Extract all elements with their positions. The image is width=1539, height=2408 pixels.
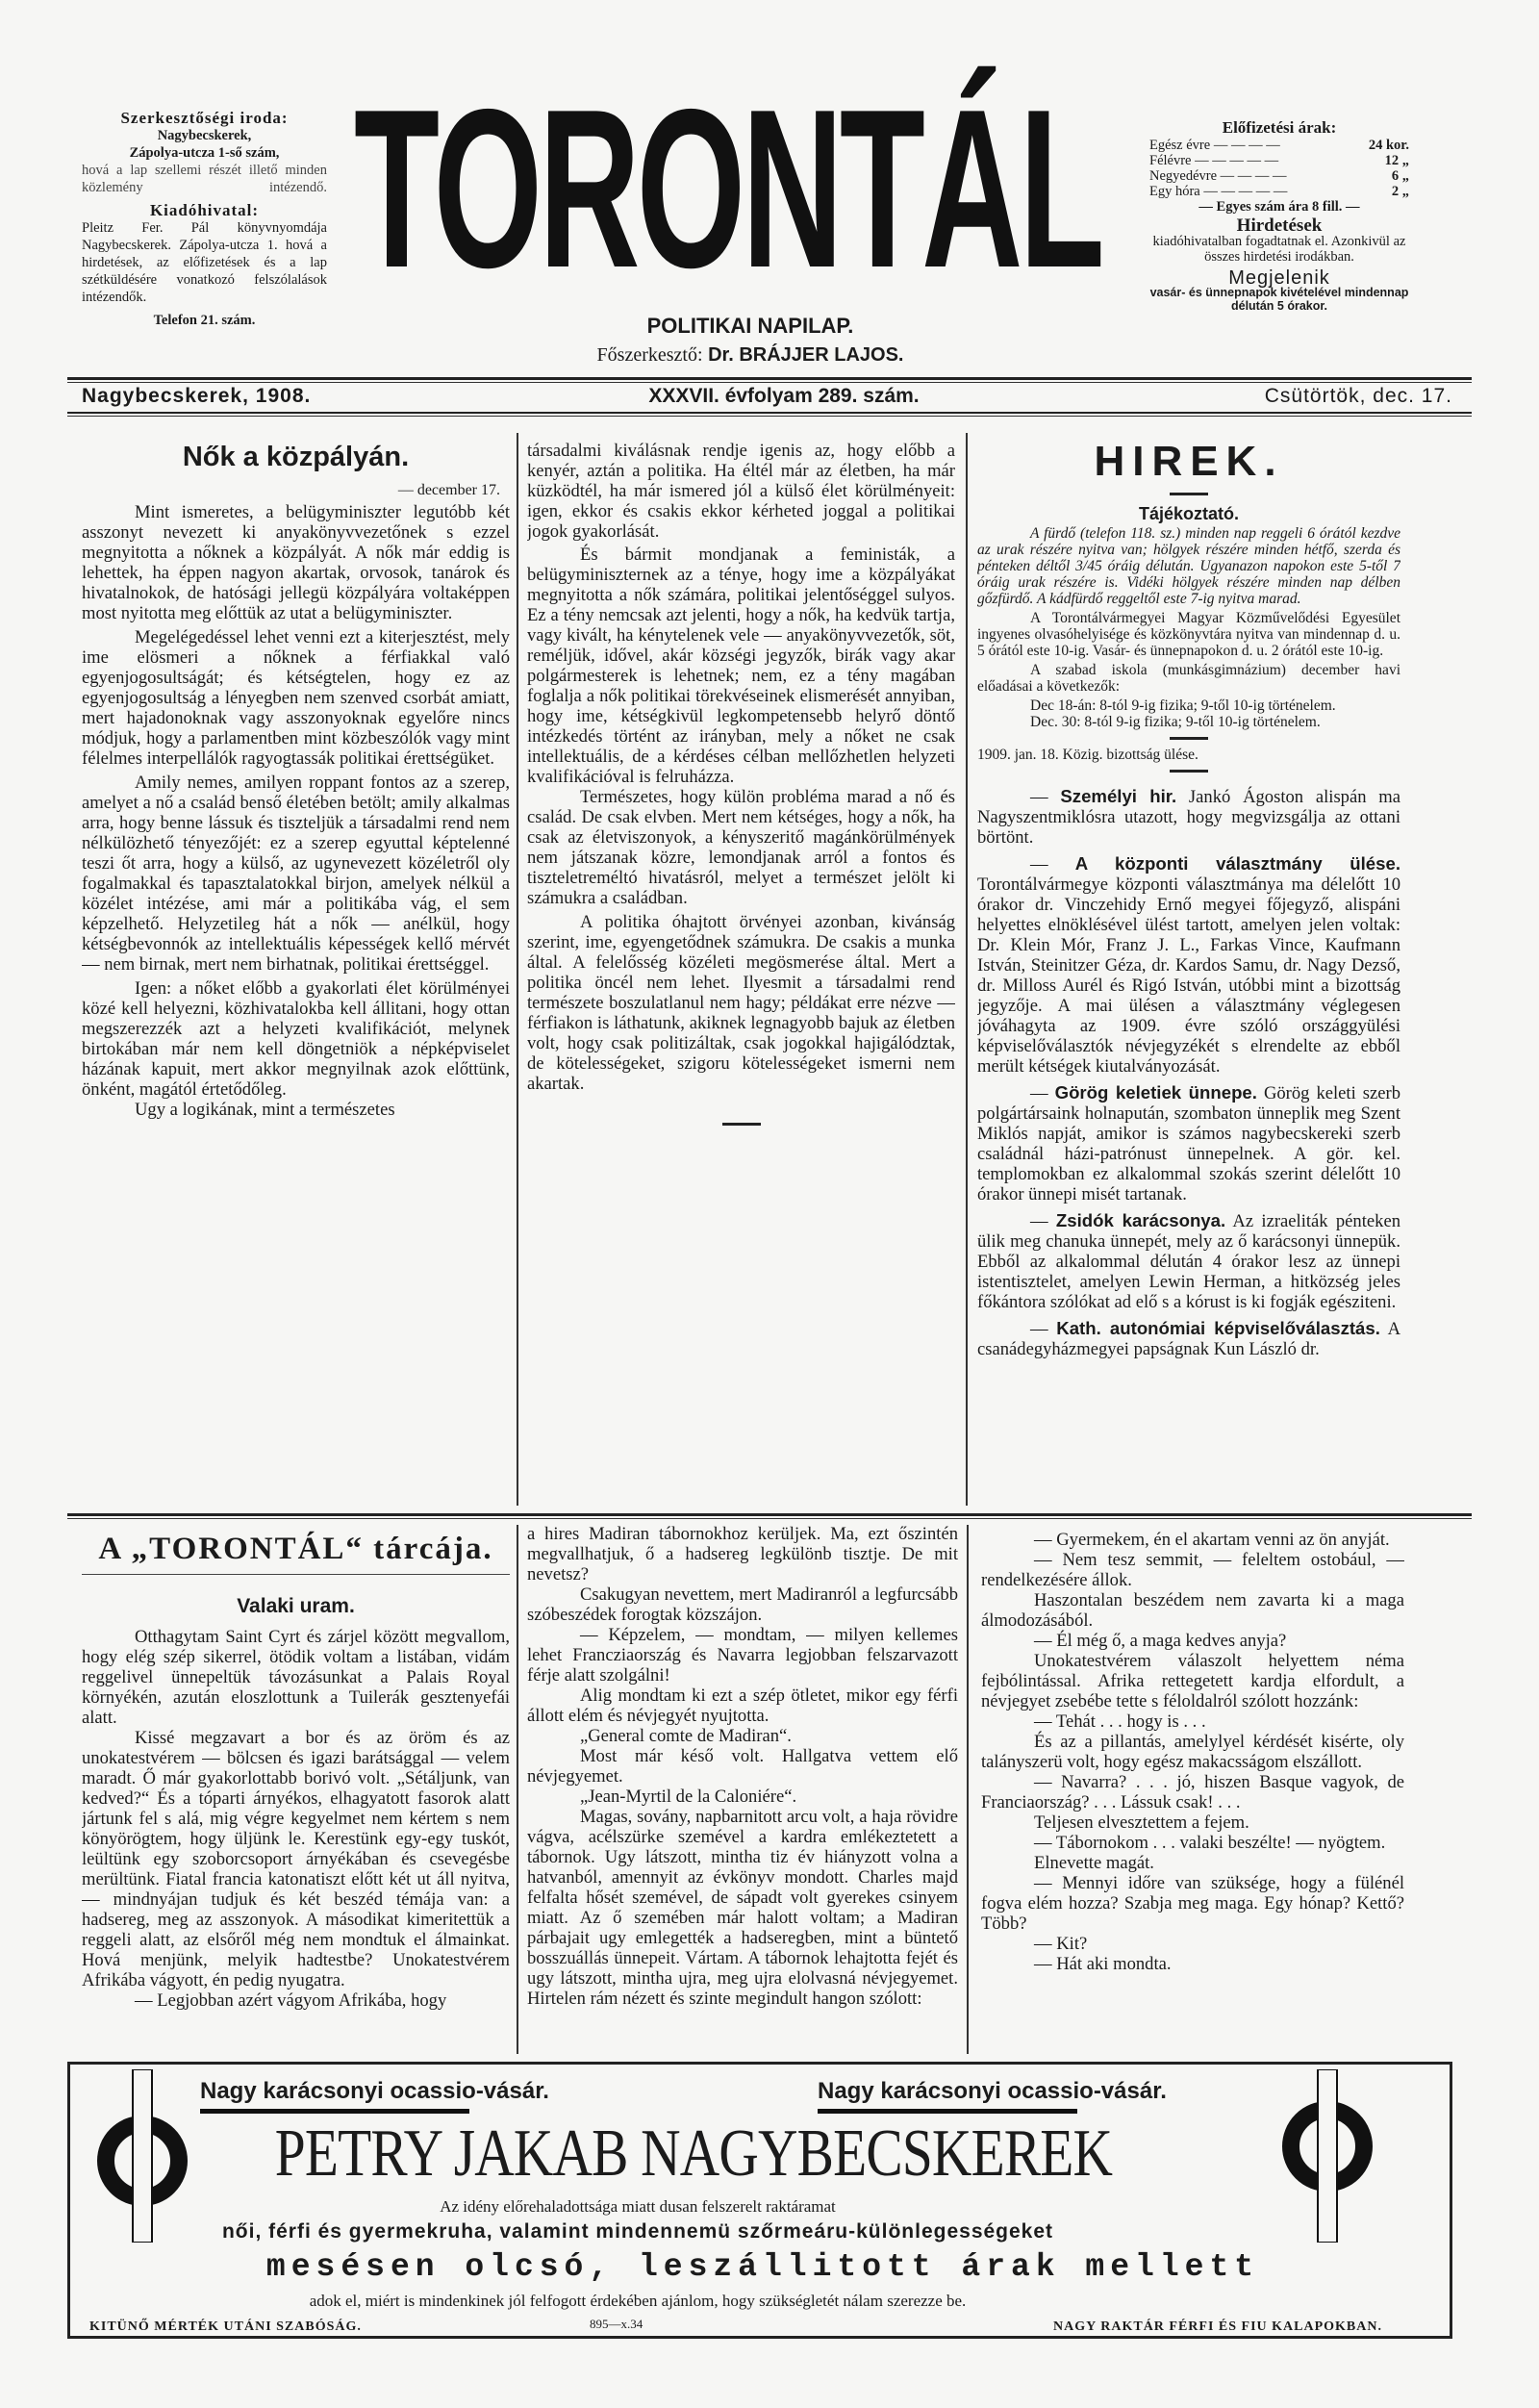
- ad-footer-right: NAGY RAKTÁR FÉRFI ÉS FIU KALAPOKBAN.: [1053, 2319, 1382, 2334]
- office-city: Nagybecskerek,: [157, 128, 252, 143]
- paragraph: Elnevette magát.: [1034, 1853, 1154, 1873]
- paragraph: Alig mondtam ki ezt a szép ötletet, mikor egy férfi állott elém és névjegyét nyujtotta.: [527, 1686, 958, 1726]
- paragraph: És bármit mondjanak a feministák, a belügyminiszternek az a ténye, hogy ime a közpályákat megnyitotta a nők számára, politikai jelentőséggel sulyos. Ez a tény nemcsak azt jelenti, hogy a nők, ha kedvük tartja, vagy kivált, ha kénytelenek vele — anyakönyvvezetők, söt, reméljük, idővel, akár községi jegyzők, birák vagy akar polgármesterek is lehetnek; nem, ez a tény magában foglalja a nők politikai törekvéseinek elismerését annyiban, hogy ime, kétségkivül legkompetensebb helyrő döntő intézkedés történt az irányban, mely a nőket ne csak intellektuális, de a kérdéses célban mellőzhetlen helyzeti kvalifikációval is felruházza.: [527, 545, 955, 787]
- editorial-office-info: [82, 108, 327, 329]
- news-column: [977, 438, 1400, 1508]
- article-column-2: [527, 441, 955, 1506]
- paragraph: Haszontalan beszédem nem zavarta ki a maga álmodozásából.: [981, 1590, 1404, 1631]
- info-paragraph: A Torontálvármegyei Magyar Közművelődési Egyesület ingyenes olvasóhelyisége és közkönyvtára nyitva van mindennap d. u. 5 órától este 10-ig. Vasár- és ünnepnapokon d. u. 2 órától este 10-ig.: [977, 610, 1400, 659]
- paragraph: — Mennyi időre van szüksége, hogy a fülénél fogva elém hozza? Szabja meg maga. Egy hónap? Kettő? Több?: [981, 1873, 1404, 1934]
- paragraph: — Nem tesz semmit, — feleltem ostobául, — rendelkezésére állok.: [981, 1550, 1404, 1590]
- paragraph: Igen: a nőket előbb a gyakorlati élet körülményei közé kell helyezni, közhivatalokba kell állitani, hogy ottan megszerezzék azt a helyzeti kvalifikációt, melynek birtokában már nem kell döngetniök a népképviselet házának kapuit, mert akkor megnyilnak azok előttünk, önként, magától értetődőleg.: [82, 978, 510, 1100]
- section-rule: [67, 1513, 1472, 1519]
- appears-heading: Megjelenik: [1228, 267, 1330, 289]
- paragraph: Csakugyan nevettem, mert Madiranról a legfurcsább szóbeszédek forogtak közszájon.: [527, 1584, 958, 1625]
- company-name: PETRY JAKAB NAGYBECSKEREK: [274, 2117, 1113, 2191]
- ad-line-1: Az idény előrehaladottsága miatt dusan felszerelt raktáramat: [440, 2197, 836, 2216]
- paragraph: Megelégedéssel lehet venni ezt a kiterjesztést, mely ime elösmeri a nőknek a férfiakkal való egyenjogosultságát; és kétségtelen, hogy ez az egyenjogosultság a lényegben nem szenved csorbát amiatt, mert hajadonoknak vagy asszonyoknak egyelőre nincs módjuk, hogy a parlamentben mint közbeszólók vagy mint félelmes interpellálók ragyogtassák politikai érettségüket.: [82, 627, 510, 769]
- column-divider: [966, 433, 968, 1506]
- divider-ornament: [1170, 493, 1208, 495]
- paragraph: — Képzelem, — mondtam, — milyen kellemes lehet Francziaország és Navarra legjobban felszarvazott férje alatt szolgálni!: [527, 1625, 958, 1686]
- feuilleton-column-3: [981, 1530, 1404, 2055]
- feuilleton-column-1: [82, 1528, 510, 2055]
- paragraph: Kissé megzavart a bor és az öröm és az unokatestvérem — bölcsen és igazi barátsággal — velem maradt. Ő már gyakorlottabb borivó volt. „Sétáljunk, van kedved?“ És a tóparti árnyékos, elhagyatott fasorok alatt jártunk fel s alá, mig végre kegyelmet nem kértem s nem könyörögtem, hogy üljünk le. Kerestünk egy-egy tuskót, leültünk egy szoborcsoport árnyékában és csevegésbe merültünk. Fiatal francia katonatiszt előtt két ut áll nyitva, — mindnyájan tudjuk és két beszéd témája van: a hadsereg, meg az asszonyok. A másodikat kimeritettük a reggeli alatt, az elsőről még nem mondtuk el álmainkat. Hová menjünk, melyik hadtestbe? Unokatestvérem Afrikába vágyott, én pedig nyugatra.: [82, 1728, 510, 1990]
- publisher-heading: Kiadóhivatal:: [149, 201, 260, 219]
- notice: 1909. jan. 18. Közig. bizottság ülése.: [977, 747, 1198, 763]
- place-year: Nagybecskerek, 1908.: [82, 385, 312, 407]
- schedule-line: Dec 18-án: 8-tól 9-ig fizika; 9-től 10-ig történelem.: [1030, 697, 1336, 714]
- divider-ornament: [722, 1123, 761, 1126]
- sale-banner-right: Nagy karácsonyi ocassio-vásár.: [818, 2078, 1077, 2114]
- news-item: — Zsidók karácsonya. Az izraeliták pénteken ülik meg chanuka ünnepét, mely az ő karácsonyi ünnepük. Ebből az alkalommal délután 4 órakor lesz az ünnepi istentisztelet, amelyen Lewin Herman, a hitközség jeles főkántora szólókat ad elő s a kórust is ki fogják egésziteni.: [977, 1210, 1400, 1312]
- article-title: Nők a közpályán.: [182, 442, 410, 472]
- office-street: Zápolya-utcza 1-ső szám,: [129, 145, 280, 161]
- feuilleton-column-2: [527, 1524, 958, 2055]
- divider-ornament: [1170, 770, 1208, 773]
- publisher-text: Pleitz Fer. Pál könyvnyomdája Nagybecskerek. Zápolya-utcza 1. hová a hirdetések, az előfizetések és a lap szétküldésére vonatkozó felszólalások intézendők.: [82, 220, 327, 305]
- phone: Telefon 21. szám.: [153, 313, 256, 328]
- column-divider: [967, 1525, 969, 2054]
- news-item: — Kath. autonómiai képviselőválasztás. A csanádegyházmegyei papságnak Kun László dr.: [977, 1318, 1400, 1359]
- ad-footer-left: KITÜNŐ MÉRTÉK UTÁNI SZABÓSÁG.: [89, 2319, 362, 2334]
- paragraph: És az a pillantás, amelylyel kérdését kisérte, oly talányszerü volt, hogy egész makacsságom elszállott.: [981, 1732, 1404, 1772]
- advertisement: [67, 2062, 1452, 2339]
- office-note: hová a lap szellemi részét illető minden közlemény intézendő.: [82, 163, 327, 195]
- paragraph: Unokatestvérem válaszolt helyettem néma fejbólintással. Afrika rettegetett kardja elfordult, a névjegyet zsebébe tette s féloldalról szólott hozzánk:: [981, 1651, 1404, 1711]
- subscription-info: [1149, 120, 1409, 313]
- prices-heading: Előfizetési árak:: [1222, 118, 1337, 137]
- issue-date: Csütörtök, dec. 17.: [1264, 385, 1452, 407]
- price-row: Egész évre — — — — 24 kor.: [1149, 138, 1409, 153]
- editor-line: Főszerkesztő: Dr. BRÁJJER LAJOS.: [596, 344, 904, 366]
- paragraph: — Hát aki mondta.: [1034, 1954, 1172, 1974]
- paragraph: Amily nemes, amilyen roppant fontos az a szerep, amelyet a nő a család benső életében betölt; amily alkalmas arra, hogy benne lássuk és tiszteljük a társadalmi rend nem nélkülözhető tényezőjét: ez a szerep egyuttal képtelenné teszi őt arra, hogy a külső, az ugynevezett közéletről oly fogalmakkal és tapasztalatokkal birjon, amelyek nélkül a közélet intézése, ami már a politikába vág, el sem képzelhető. Helyzetileg hát a nők — anélkül, hogy kétségbevonnók az intellektuális képességek kellő mérvét — nem birnak, mert nem birhatnak, politikai érettséggel.: [82, 773, 510, 975]
- info-paragraph: A fürdő (telefon 118. sz.) minden nap reggeli 6 órától kezdve az urak részére nyitva van; hölgyek részére minden hétfő, szerda és pénteken déltől 3/45 óráig délután. Ugyanazon napokon este 5-től 7 óráig urak részére is. Vidéki hölgyek részére minden nap délben gőzfürdő. A kádfürdő reggeltől este 7-ig nyitva marad.: [977, 525, 1400, 607]
- story-title: Valaki uram.: [237, 1595, 355, 1617]
- ad-reference: 895—x.34: [590, 2317, 643, 2331]
- paragraph: Most már késő volt. Hallgatva vettem elő névjegyemet.: [527, 1746, 958, 1787]
- article-column-1: [82, 438, 510, 1506]
- divider-ornament: [1170, 737, 1208, 740]
- ad-line-3: mesésen olcsó, leszállitott árak mellett: [265, 2249, 1260, 2285]
- paragraph: — Tábornokom . . . valaki beszélte! — nyögtem.: [1034, 1833, 1386, 1853]
- news-title: HIREK.: [1094, 438, 1284, 485]
- paragraph: — Kit?: [1034, 1934, 1088, 1954]
- logo-ring-icon: [97, 2069, 189, 2243]
- paragraph: Magas, sovány, napbarnitott arcu volt, a haja rövidre vágva, acélszürke szemével a kardra emlékeztetett a tábornok. Ugy látszott, mintha tiz év hiányzott volna a hatvanból, amennyit az évkönyv mondott. Charles majd felfalta hősét szemével, de sápadt volt gyerekes csinyem miatt. Az ő szemében már halott voltam; a Madiran párbajait ugy emlegették a hadseregben, mint a büntető bosszuállás ünnepeit. Vártam. A tábornok lehajtotta fejét és ugy látszott, mintha ujra, meg ujra elolvasná névjegyemet. Hirtelen rám nézett és szinte megindult hangon szólott:: [527, 1807, 958, 2009]
- paragraph: — Navarra? . . . jó, hiszen Basque vagyok, de Franciaország? . . . Lássuk csak! . . .: [981, 1772, 1404, 1812]
- price-row: Egy hóra — — — — — 2 „: [1149, 184, 1409, 199]
- paragraph: A politika óhajtott örvényei azonban, kivánság szerint, ime, egyengetődnek számukra. De csakis a munka által. A felelősség közéleti megösmerése által. Mert a politika öncél nem lehet. Ilyesmit a társadalmi rend természete boszulatlanul nem hagy; példákat erre nézve — férfiakon is láthatunk, akiknek legnagyobb bajuk az életben volt, hogy csak politizáltak, csak jogokkal hajigálództak, de kötelességeket, szigoru kötelességeket ismerni nem akartak.: [527, 912, 955, 1094]
- paragraph: a hires Madiran tábornokhoz kerüljek. Ma, ezt őszintén megvallhatjuk, ő a hadsereg legkülönb tisztje. De mit nevetsz?: [527, 1524, 958, 1584]
- paragraph: — Legjobban azért vágyom Afrikába, hogy: [135, 1990, 447, 2011]
- column-divider: [517, 1525, 518, 2054]
- paragraph: Mint ismeretes, a belügyminiszter legutóbb két asszonyt nevezett ki anyakönyvvezetőnek s ezzel megnyitotta a nőknek a közpályát. A nők már eddig is lehettek, ha éppen nagyon akartak, orvosok, tanárok és hivatalnokok, de hatósági jellegü közpályára voltaképpen most nyitotta meg előttük az utat a belügyminiszter.: [82, 502, 510, 623]
- dateline-rule: [67, 412, 1472, 417]
- paragraph: „General comte de Madiran“.: [580, 1726, 792, 1746]
- ad-line-2: női, férfi és gyermekruha, valamint mindennemü szőrmeáru-különlegességeket: [221, 2220, 1054, 2243]
- dateline: [72, 385, 1467, 412]
- column-divider: [517, 433, 518, 1506]
- feuilleton-title: A „TORONTÁL“ tárcája.: [82, 1528, 510, 1575]
- paragraph: „Jean-Myrtil de la Caloniére“.: [580, 1787, 797, 1807]
- schedule-line: Dec. 30: 8-tól 9-ig fizika; 9-től 10-ig történelem.: [1030, 714, 1321, 730]
- ads-heading: Hirdetések: [1236, 215, 1323, 236]
- logo-ring-icon: [1282, 2069, 1374, 2243]
- newspaper-subtitle: POLITIKAI NAPILAP.: [646, 314, 854, 338]
- office-heading: Szerkesztőségi iroda:: [120, 109, 289, 127]
- sale-banner-left: Nagy karácsonyi ocassio-vásár.: [200, 2078, 469, 2114]
- paragraph: Otthagytam Saint Cyrt és zárjel között megvallom, hogy elég szép sikerrel, ötödik voltam a listában, vidám reggelivel ünnepeltük távozásunkat a Palais Royal környékén, azután eloszlottunk a Tuilerák gesztenyefái alatt.: [82, 1627, 510, 1728]
- paragraph: — Tehát . . . hogy is . . .: [1034, 1711, 1206, 1732]
- paragraph: — Gyermekem, én el akartam venni az ön anyját.: [1034, 1530, 1390, 1550]
- issue-number: XXXVII. évfolyam 289. szám.: [648, 385, 920, 407]
- info-paragraph: A szabad iskola (munkásgimnázium) december havi előadásai a következők:: [977, 662, 1400, 695]
- news-item: — A központi választmány ülése. Torontálvármegye központi választmánya ma délelőtt 10 órakor dr. Vinczehidy Ernő megyei főjegyző, alispáni helyettes elnöklésével ülést tartott, amelyen jelen voltak: Dr. Klein Mór, Franz J. L., Farkas Vince, Kaufmann István, Steinitzer Géza, dr. Kardos Samu, dr. Nagy Dezső, dr. Milloss Aurél és Rigó István, utóbbi mint a bizottság jegyzője. A mai ülésen a választmány véglegesen jóváhagyta az 1909. évre szóló országgyülési képviselőválasztók névjegyzékét s elrendelte az ebből merült kétségek kiutalványozását.: [977, 853, 1400, 1077]
- appears-text: vasár- és ünnepnapok kivételével mindennap délután 5 órakor.: [1149, 286, 1409, 313]
- masthead-rule: [67, 377, 1472, 383]
- paragraph: társadalmi kiválásnak rendje igenis az, hogy előbb a kenyér, aztán a politika. Ha éltél már az életben, ha már küzködtél, ha már ismered jól a külső élet körülményeit: igen, ekkor és csakis ekkor kérheted joggal a politikai jogok gyakorlását.: [527, 441, 955, 542]
- paragraph: Természetes, hogy külön probléma marad a nő és család. De csak elvben. Mert nem kétséges, hogy a nők, ha csak az életviszonyok, a kényszeritő magánkörülmények nem játszanak közre, lemondjanak arról a fontos és tiszteletreméltó hivatásról, melyet a természet jelölt ki számukra a családban.: [527, 787, 955, 908]
- newspaper-title: TORONTÁL: [354, 62, 1101, 315]
- news-item: — Görög keletiek ünnepe. Görög keleti szerb polgártársaink holnapután, szombaton ünneplik meg Szent Miklós napját, amikor is számos nagybecskereki szerb családnál házi-patrónust ünnepelnek. A gör. kel. templomokban ez alkalommal szokás szerint délelőtt 10 órakor ünnepi misét tartanak.: [977, 1082, 1400, 1204]
- paragraph: — Él még ő, a maga kedves anyja?: [1034, 1631, 1287, 1651]
- news-item: — Személyi hir. Jankó Ágoston alispán ma Nagyszentmiklósra utazott, hogy megvizsgálja az ottani börtönt.: [977, 786, 1400, 848]
- paragraph: Teljesen elvesztettem a fejem.: [1034, 1812, 1249, 1833]
- article-dateline: — december 17.: [397, 482, 500, 498]
- single-price: — Egyes szám ára 8 fill. —: [1198, 199, 1360, 215]
- price-row: Félévre — — — — — 12 „: [1149, 153, 1409, 168]
- paragraph: Ugy a logikának, mint a természetes: [135, 1100, 395, 1120]
- price-row: Negyedévre — — — — 6 „: [1149, 168, 1409, 184]
- ads-text: kiadóhivatalban fogadtatnak el. Azonkivül az összes hirdetési irodákban.: [1152, 234, 1406, 265]
- info-title: Tájékoztató.: [1138, 504, 1240, 523]
- ad-line-4: adok el, miért is mindenkinek jól felfogott érdekében ajánlom, hogy szükségletét nálam szerezze be.: [309, 2292, 967, 2310]
